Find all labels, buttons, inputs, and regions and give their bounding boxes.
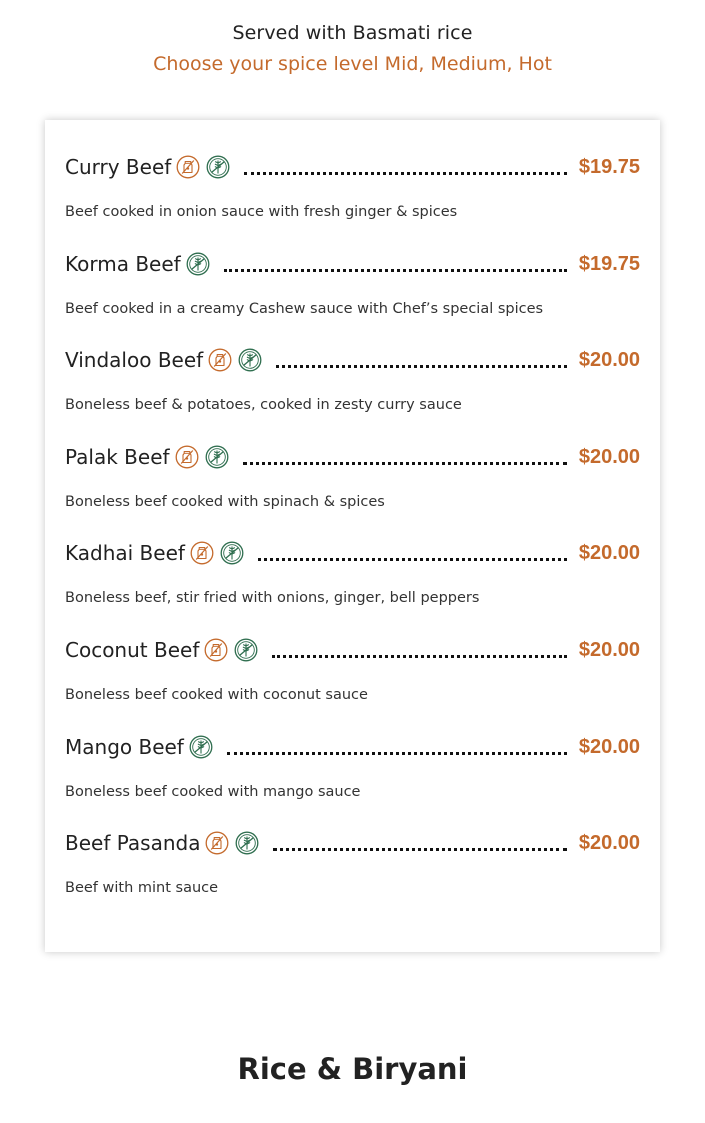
menu-item-row	[65, 826, 640, 860]
dietary-icons	[175, 445, 235, 469]
gluten-free-icon	[220, 541, 244, 565]
dotted-leader	[227, 752, 567, 755]
menu-item-name: Mango Beef	[65, 735, 184, 759]
dairy-free-icon	[204, 638, 228, 662]
menu-item-name: Korma Beef	[65, 252, 181, 276]
menu-item-description: Boneless beef cooked with mango sauce	[65, 784, 361, 800]
menu-item-row	[65, 440, 640, 474]
dotted-leader	[276, 365, 567, 368]
menu-item	[65, 343, 640, 423]
menu-item-row	[65, 633, 640, 667]
dotted-leader	[272, 655, 566, 658]
menu-item-price: $20.00	[578, 445, 640, 468]
dairy-free-icon	[205, 831, 229, 855]
dietary-icons	[190, 541, 250, 565]
dairy-free-icon	[190, 541, 214, 565]
menu-item-price: $20.00	[578, 348, 640, 371]
menu-item	[65, 633, 640, 713]
menu-item-description: Beef with mint sauce	[65, 880, 219, 896]
menu-item-description: Boneless beef cooked with coconut sauce	[65, 687, 368, 703]
menu-item-price: $20.00	[578, 638, 640, 661]
dietary-icons	[208, 348, 268, 372]
gluten-free-icon	[189, 735, 213, 759]
menu-item-name: Palak Beef	[65, 445, 170, 469]
dairy-free-icon	[208, 348, 232, 372]
dotted-leader	[224, 269, 567, 272]
dairy-free-icon	[176, 155, 200, 179]
menu-item-price: $19.75	[578, 155, 640, 178]
dietary-icons	[176, 155, 236, 179]
menu-item-name: Beef Pasanda	[65, 831, 201, 855]
menu-item-description: Beef cooked in a creamy Cashew sauce with Chef’s special spices	[65, 301, 544, 317]
dairy-free-icon	[175, 445, 199, 469]
menu-item-price: $20.00	[578, 541, 640, 564]
menu-item-description: Boneless beef & potatoes, cooked in zesty curry sauce	[65, 397, 462, 413]
menu-item-description: Boneless beef, stir fried with onions, ginger, bell peppers	[65, 590, 480, 606]
menu-item-row	[65, 343, 640, 377]
dietary-icons	[186, 252, 216, 276]
menu-item-name: Curry Beef	[65, 155, 172, 179]
gluten-free-icon	[234, 638, 258, 662]
served-with-note: Served with Basmati rice	[232, 22, 473, 44]
dotted-leader	[244, 172, 567, 175]
menu-item	[65, 440, 640, 520]
menu-item	[65, 826, 640, 906]
menu-item-name: Kadhai Beef	[65, 541, 185, 565]
menu-item-row	[65, 730, 640, 764]
dietary-icons	[204, 638, 264, 662]
dotted-leader	[243, 462, 567, 465]
menu-item-name: Coconut Beef	[65, 638, 200, 662]
menu-item	[65, 730, 640, 810]
menu-card	[45, 120, 660, 952]
menu-item-price: $19.75	[578, 252, 640, 275]
dietary-icons	[205, 831, 265, 855]
menu-item	[65, 150, 640, 230]
menu-item	[65, 536, 640, 616]
menu-item-row	[65, 150, 640, 184]
menu-item-price: $20.00	[578, 831, 640, 854]
menu-item-name: Vindaloo Beef	[65, 348, 204, 372]
gluten-free-icon	[238, 348, 262, 372]
dotted-leader	[258, 558, 567, 561]
gluten-free-icon	[206, 155, 230, 179]
gluten-free-icon	[235, 831, 259, 855]
menu-item-description: Beef cooked in onion sauce with fresh ginger & spices	[65, 204, 458, 220]
dietary-icons	[189, 735, 219, 759]
dotted-leader	[273, 848, 566, 851]
spice-level-note: Choose your spice level Mid, Medium, Hot	[153, 53, 552, 75]
gluten-free-icon	[186, 252, 210, 276]
gluten-free-icon	[205, 445, 229, 469]
menu-item-row	[65, 536, 640, 570]
menu-item-description: Boneless beef cooked with spinach & spices	[65, 494, 385, 510]
menu-item	[65, 247, 640, 327]
menu-item-price: $20.00	[578, 735, 640, 758]
section-title-rice-biryani: Rice & Biryani	[237, 1052, 468, 1086]
menu-item-row	[65, 247, 640, 281]
